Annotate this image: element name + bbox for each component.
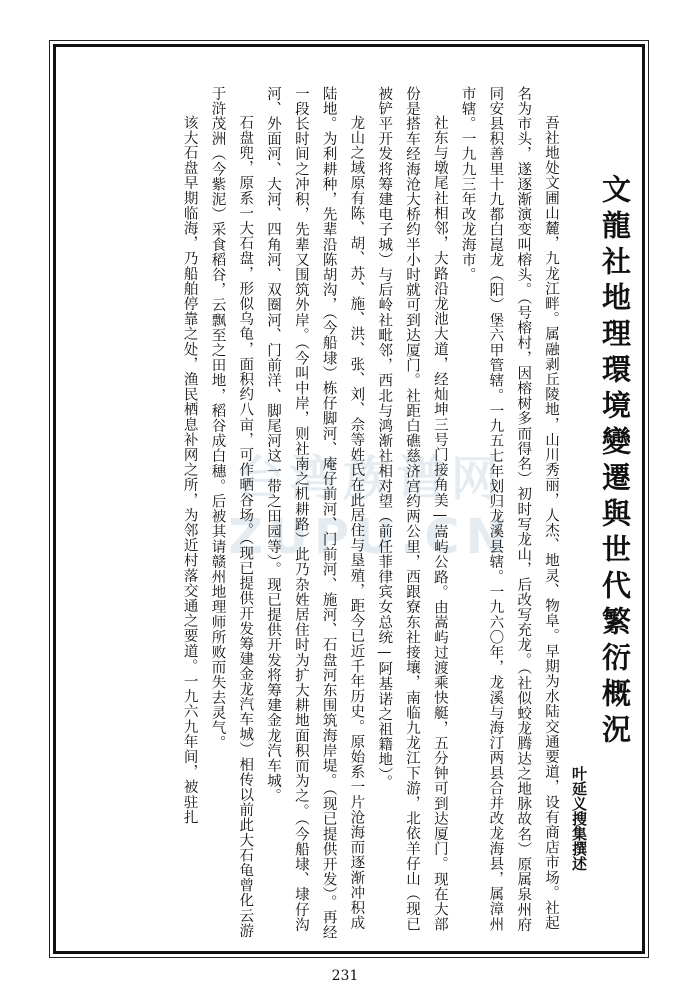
page-number: 231 [331,968,359,984]
paragraph: 该大石盘早期临海，乃船舶停靠之处，渔民栖息补网之所，为邻近村落交通之要道。一九六九年间，被驻扎 [181,115,198,825]
author-line: 叶延义搜集撰述 [570,766,588,871]
vertical-text-body [96,86,644,942]
page-title: 文龍社地理環境變遷與世代繁衍概況 [598,174,632,750]
watermark: 台湾族谱网 ZUPU.CN [228,451,512,565]
paragraph: 社东与墩尾社相邻，大路沿龙池大道，经灿坤三号门接角美—嵩屿公路。由嵩屿过渡乘快艇，五分钟可到达厦门。现在大部份是搭车经海沧大桥约半小时就可到达厦门。社距白礁慈济宫约两公里，西跟寮东社接壤，南临九龙江下游，北依羊仔山（现已被铲平开发将筹建电子城）与后岭社毗邻，西北与鸿渐社相对望（前任菲律宾女总统—阿基诺之祖籍地）。 [376,86,448,932]
paragraph: 石盘兜，原系一大石盘，形似乌龟，面积约八亩，可作晒谷场。（现已提供开发筹建金龙汽车城）相传以前此大石龟曾化云游于浒茂洲（今紫泥）采食稻谷，云飘至之田地，稻谷成白穗。后被其请赣州地理师所败而失去灵气。 [209,86,254,939]
paragraph: 吾社地处文圃山麓，九龙江畔。属融剥丘陵地，山川秀丽，人杰、地灵、物阜。早期为水陆交通要道，设有商店市场。社起名为市头，遂逐渐演变叫榕头。（号榕村，因榕树多而得名）初时写龙山，后改写充龙。（社似蛟龙腾达之地脉故名）原属泉州府同安县积善里十九都白崑龙（阳）堡六甲管辖。一九五七年划归龙溪县辖。一九六〇年，龙溪与海汀两县合并改龙海县，属漳州市辖。一九九三年改龙海市。 [459,86,559,933]
paragraph: 龙山之域原有陈、胡、苏、施、洪、张、刘、佘等姓氏在此居住与垦殖，距今已近千年历史。原始系一片沧海而逐渐冲积成陆地。为利耕种，先辈沿陈胡沟，（今船埭）栋仔脚河、庵仔前河、门前河、施河、石盘河东围筑海岸堤。（现已提供开发）。再经一段长时间之冲积，先辈又围筑外岸。（今叫中岸，则社南之机耕路）此乃杂姓居住时为扩大耕地面积而为之。（今船埭、埭仔沟河、外面河、大河、四角河、双圈河、门前洋、脚尾河这一带之田园等）。现已提供开发将筹建金龙汽车城。 [265,86,365,941]
